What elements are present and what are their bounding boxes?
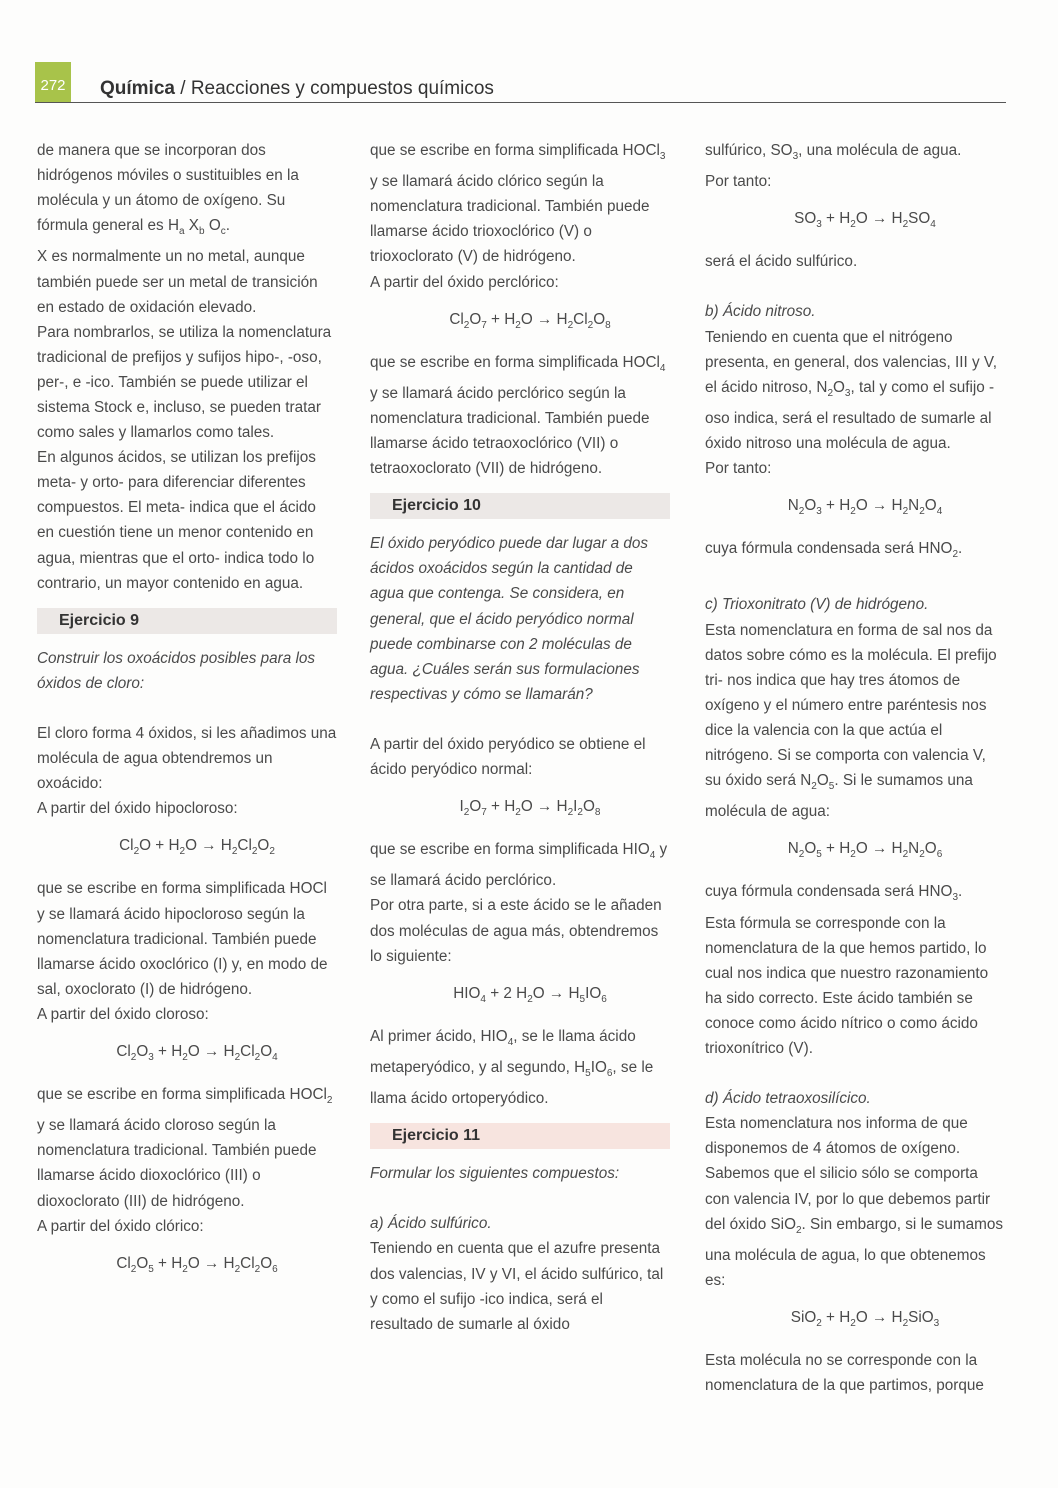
equation: $HIO_4 + 2$ $H_2O \to H_5IO_6$ bbox=[453, 984, 607, 1005]
paragraph: que se escribe en forma simplificada HOCl$_2$ y se llamará ácido cloroso según la nomenclatura tradicional. También puede llamarse ácido dioxoclórico (III) o dioxoclorato (III) de hidrógeno. bbox=[37, 1086, 333, 1210]
column-3 bbox=[705, 138, 1005, 1398]
exercise-heading: Ejercicio 11 bbox=[370, 1123, 670, 1149]
subsection-title: c) Trioxonitrato (V) de hidrógeno. bbox=[705, 596, 929, 614]
paragraph: Por tanto: bbox=[705, 460, 772, 478]
paragraph: cuya fórmula condensada será $HNO_3$. bbox=[705, 883, 963, 904]
paragraph: Teniendo en cuenta que el nitrógeno presenta, en general, dos valencias, III y V, el ácido nitroso, $N_2O_3$, tal y como el sufijo -oso indica, será el resultado de sumarle al óxido nitroso una molécula de agua. bbox=[705, 328, 997, 452]
equation: $Cl_2O_3 + H_2O \to H_2Cl_2O_4$ bbox=[116, 1043, 278, 1064]
subsection-title: a) Ácido sulfúrico. bbox=[370, 1215, 492, 1233]
paragraph: Para nombrarlos, se utiliza la nomenclatura tradicional de prefijos y sufijos hipo-, -oso, per-, e -ico. También se puede utilizar el sistema Stock e, incluso, se pueden tratar como sales y llamarlos como tales. bbox=[37, 323, 332, 442]
equation: $Cl_2O_7 + H_2O \to H_2Cl_2O_8$ bbox=[449, 310, 611, 331]
paragraph: A partir del óxido clórico: bbox=[37, 1217, 204, 1235]
paragraph: sulfúrico, $SO_3$, una molécula de agua. bbox=[705, 142, 962, 163]
paragraph: Esta fórmula se corresponde con la nomenclatura de la que hemos partido, lo cual nos indica que nuestro razonamiento ha sido correcto. Este ácido también se conoce como ácido nítrico o como ácido trioxonítrico (V). bbox=[705, 914, 989, 1058]
paragraph: Esta nomenclatura nos informa de que disponemos de 4 átomos de oxígeno. Sabemos que el silicio sólo se comporta con valencia IV, por lo que debemos partir del óxido SiO$_2$. Sin embargo, si le sumamos una molécula de agua, lo que obtenemos es: bbox=[705, 1115, 1004, 1289]
subsection-title: b) Ácido nitroso. bbox=[705, 303, 816, 321]
paragraph: Al primer ácido, $HIO_4$, se le llama ácido metaperyódico, y al segundo, $H_5IO_6$, se le llama ácido ortoperyódico. bbox=[370, 1027, 654, 1108]
equation: $SiO_2 + H_2O \to H_2SiO_3$ bbox=[790, 1308, 940, 1330]
paragraph: A partir del óxido cloroso: bbox=[37, 1005, 209, 1023]
paragraph: El cloro forma 4 óxidos, si les añadimos una molécula de agua obtendremos un oxoácido: bbox=[37, 724, 337, 793]
exercise-heading: Ejercicio 10 bbox=[370, 493, 670, 519]
paragraph: Por tanto: bbox=[705, 173, 772, 191]
paragraph: que se escribe en forma simplificada HOCl$_4$ y se llamará ácido perclórico según la nomenclatura tradicional. También puede llamarse ácido tetraoxoclórico (VII) o tetraoxoclorato (VII) de hidrógeno. bbox=[370, 353, 666, 478]
paragraph: A partir del óxido perclórico: bbox=[370, 273, 559, 291]
paragraph: será el ácido sulfúrico. bbox=[705, 253, 858, 271]
exercise-heading: Ejercicio 9 bbox=[37, 608, 337, 634]
paragraph: A partir del óxido peryódico se obtiene el ácido peryódico normal: bbox=[370, 735, 646, 779]
paragraph: que se escribe en forma simplificada HOCl y se llamará ácido hipocloroso según la nomenclatura tradicional. También puede llamarse ácido oxoclórico (I) y, en modo de sal, oxoclorato (I) de hidrógeno. bbox=[37, 880, 328, 998]
exercise-question: El óxido peryódico puede dar lugar a dos ácidos oxoácidos según la cantidad de agua que contenga. Se considera, en general, que el ácido peryódico normal puede combinarse con 2 moléculas de agua. ¿Cuáles serán sus formulaciones respectivas y cómo se llamarán? bbox=[370, 535, 649, 703]
equation: $I_2O_7 + H_2O \to H_2I_2O_8$ bbox=[459, 798, 601, 819]
paragraph: cuya fórmula condensada será $HNO_2$. bbox=[705, 540, 963, 561]
paragraph: Esta nomenclatura en forma de sal nos da datos sobre cómo es la molécula. El prefijo tri- nos indica que hay tres átomos de oxígeno y el número entre paréntesis nos dice la valencia con la que actúa el nitrógeno. Si se comporta con valencia V, su óxido será $N_2O_5$. Si le sumamos una molécula de agua: bbox=[705, 621, 997, 821]
paragraph: Esta molécula no se corresponde con la nomenclatura de la que partimos, porque bbox=[705, 1352, 984, 1395]
column-2 bbox=[370, 138, 670, 1337]
exercise-question: Construir los oxoácidos posibles para los óxidos de cloro: bbox=[37, 649, 316, 692]
paragraph: que se escribe en forma simplificada $HIO_4$ y se llamará ácido perclórico. bbox=[370, 841, 668, 890]
equation: $N_2O_3 + H_2O \to H_2N_2O_4$ bbox=[787, 497, 943, 518]
paragraph: Por otra parte, si a este ácido se le añaden dos moléculas de agua más, obtendremos lo siguiente: bbox=[370, 897, 662, 965]
exercise-question: Formular los siguientes compuestos: bbox=[370, 1165, 620, 1183]
equation: $Cl_2O_5 + H_2O \to H_2Cl_2O_6$ bbox=[116, 1254, 278, 1275]
paragraph: X es normalmente un no metal, aunque también puede ser un metal de transición en estado de oxidación elevado. bbox=[37, 248, 318, 316]
paragraph: A partir del óxido hipocloroso: bbox=[37, 800, 238, 818]
chapter-title: Reacciones y compuestos químicos bbox=[190, 78, 494, 99]
page-number: 272 bbox=[35, 62, 71, 102]
paragraph: Teniendo en cuenta que el azufre presenta dos valencias, IV y VI, el ácido sulfúrico, tal y como el sufijo -ico indica, será el resultado de sumarle al óxido bbox=[370, 1240, 664, 1333]
paragraph: que se escribe en forma simplificada HOCl$_3$ y se llamará ácido clórico según la nomenclatura tradicional. También puede llamarse ácido trioxoclórico (V) o trioxoclorato (V) de hidrógeno. bbox=[370, 142, 666, 266]
header-separator: / bbox=[174, 78, 191, 99]
column-1 bbox=[37, 138, 337, 1294]
subsection-title: d) Ácido tetraoxosilícico. bbox=[705, 1090, 871, 1108]
paragraph: de manera que se incorporan dos hidrógenos móviles o sustituibles en la molécula y un átomo de oxígeno. Su fórmula general es $H_a$ $X_b$ $O_c$. bbox=[37, 142, 299, 238]
paragraph: En algunos ácidos, se utilizan los prefijos meta- y orto- para diferenciar diferentes compuestos. El meta- indica que el ácido en cuestión tiene un menor contenido en agua, mientras que el orto- indica todo lo contrario, un mayor contenido en agua. bbox=[37, 449, 316, 592]
equation: $SO_3 + H_2O \to H_2SO_4$ bbox=[794, 210, 936, 231]
running-header bbox=[100, 78, 494, 100]
equation: $N_2O_5 + H_2O \to H_2N_2O_6$ bbox=[787, 840, 943, 861]
equation: $Cl_2O + H_2O \to H_2Cl_2O_2$ bbox=[119, 837, 275, 858]
header-rule bbox=[35, 102, 1006, 103]
subject-title: Química bbox=[100, 78, 175, 99]
